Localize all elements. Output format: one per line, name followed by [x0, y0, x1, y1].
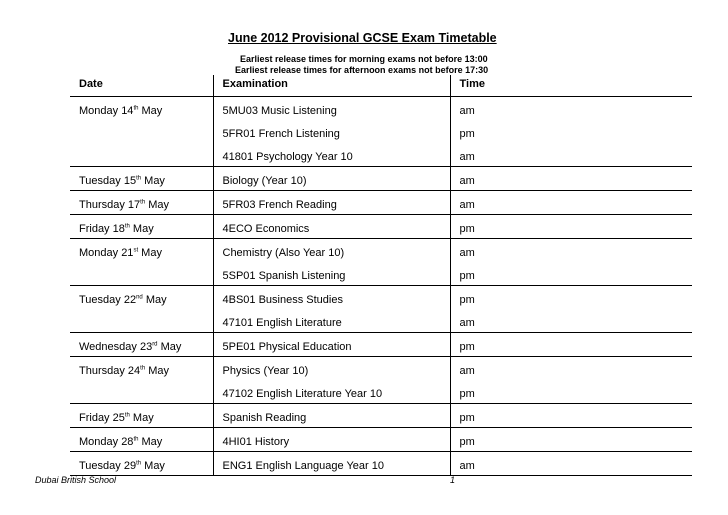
examination-name: 5FR01 French Listening — [222, 128, 340, 140]
exam-session-time: pm — [459, 223, 475, 235]
exam-date-ordinal: th — [133, 105, 139, 112]
examination-name: 5MU03 Music Listening — [222, 105, 337, 117]
exam-date-cell — [70, 286, 213, 333]
table-row — [70, 428, 692, 452]
exam-date-day: Tuesday 29 — [79, 460, 137, 472]
exam-date-ordinal: rd — [152, 341, 158, 348]
examination-cell — [213, 428, 450, 452]
exam-session-time: pm — [459, 341, 475, 353]
exam-date-cell — [70, 404, 213, 428]
exam-date-ordinal: th — [140, 365, 146, 372]
table-row — [70, 167, 692, 191]
table-header-row — [70, 75, 692, 97]
exam-session-time: pm — [459, 436, 475, 448]
examination-name: 47101 English Literature — [222, 317, 342, 329]
exam-session-time: am — [459, 247, 475, 259]
time-column-header: Time — [450, 75, 692, 97]
exam-date-cell — [70, 428, 213, 452]
time-cell — [450, 452, 692, 476]
examination-name: Chemistry (Also Year 10) — [222, 247, 345, 259]
exam-date-ordinal: th — [136, 460, 142, 467]
examination-name: 47102 English Literature Year 10 — [222, 388, 383, 400]
time-cell — [450, 286, 692, 333]
exam-session-time: pm — [459, 128, 475, 140]
examination-name: 5PE01 Physical Education — [222, 341, 352, 353]
time-cell — [450, 404, 692, 428]
exam-date-month: May — [129, 412, 154, 424]
examination-name: Biology (Year 10) — [222, 175, 307, 187]
examination-cell — [213, 97, 450, 167]
exam-session-time: am — [459, 199, 475, 211]
exam-session-time: pm — [459, 388, 475, 400]
date-column-header: Date — [70, 75, 213, 97]
exam-date-ordinal: th — [124, 412, 130, 419]
examination-name: Physics (Year 10) — [222, 365, 309, 377]
examination-name: 41801 Psychology Year 10 — [222, 151, 353, 163]
exam-date-cell — [70, 333, 213, 357]
exam-date-month: May — [145, 199, 170, 211]
table-row — [70, 404, 692, 428]
time-cell — [450, 357, 692, 404]
footer-school-name: Dubai British School — [35, 475, 117, 485]
exam-session-time: am — [459, 317, 475, 329]
exam-date-ordinal: st — [133, 247, 139, 254]
exam-date-month: May — [145, 365, 170, 377]
exam-date-cell — [70, 357, 213, 404]
exam-session-time: pm — [459, 270, 475, 282]
time-cell — [450, 97, 692, 167]
exam-date-day: Thursday 24 — [79, 365, 141, 377]
exam-session-time: am — [459, 151, 475, 163]
examination-name: 5SP01 Spanish Listening — [222, 270, 346, 282]
examination-name: 5FR03 French Reading — [222, 199, 337, 211]
exam-date-cell — [70, 215, 213, 239]
release-note-morning: Earliest release times for morning exams not before 13:00 — [240, 54, 488, 64]
exam-date-month: May — [142, 294, 167, 306]
exam-date-month: May — [141, 460, 165, 472]
examination-cell — [213, 357, 450, 404]
timetable-table — [70, 75, 692, 476]
time-cell — [450, 191, 692, 215]
time-cell — [450, 167, 692, 191]
examination-name: Spanish Reading — [222, 412, 307, 424]
exam-session-time: am — [459, 365, 475, 377]
exam-date-month: May — [157, 341, 182, 353]
exam-date-month: May — [138, 436, 163, 448]
examination-name: 4ECO Economics — [222, 223, 310, 235]
examination-cell — [213, 239, 450, 286]
page-number: 1 — [450, 475, 456, 485]
examination-cell — [213, 452, 450, 476]
time-cell — [450, 333, 692, 357]
examination-name: 4BS01 Business Studies — [222, 294, 343, 306]
exam-date-day: Monday 21 — [79, 247, 134, 259]
time-cell — [450, 215, 692, 239]
exam-date-day: Friday 18 — [79, 223, 125, 235]
exam-date-day: Tuesday 15 — [79, 175, 137, 187]
exam-date-day: Tuesday 22 — [79, 294, 137, 306]
time-cell — [450, 428, 692, 452]
exam-date-cell — [70, 97, 213, 167]
exam-date-ordinal: nd — [136, 294, 143, 301]
exam-session-time: pm — [459, 294, 475, 306]
exam-session-time: am — [459, 460, 475, 472]
page-title: June 2012 Provisional GCSE Exam Timetable — [228, 31, 497, 45]
exam-date-day: Monday 28 — [79, 436, 134, 448]
table-row — [70, 215, 692, 239]
exam-date-cell — [70, 239, 213, 286]
exam-date-ordinal: th — [124, 223, 130, 230]
exam-date-day: Thursday 17 — [79, 199, 141, 211]
exam-date-ordinal: th — [140, 199, 146, 206]
examination-cell — [213, 333, 450, 357]
examination-cell — [213, 404, 450, 428]
table-row — [70, 452, 692, 476]
examination-cell — [213, 286, 450, 333]
release-note-afternoon: Earliest release times for afternoon exams not before 17:30 — [235, 65, 489, 75]
exam-date-month: May — [138, 247, 162, 259]
examination-column-header: Examination — [213, 75, 450, 97]
table-row — [70, 239, 692, 286]
table-row — [70, 333, 692, 357]
exam-session-time: pm — [459, 412, 475, 424]
exam-date-day: Wednesday 23 — [79, 341, 153, 353]
exam-date-ordinal: th — [133, 436, 139, 443]
exam-date-day: Friday 25 — [79, 412, 125, 424]
exam-date-month: May — [138, 105, 163, 117]
examination-cell — [213, 215, 450, 239]
examination-cell — [213, 167, 450, 191]
table-row — [70, 286, 692, 333]
examination-name: 4HI01 History — [222, 436, 290, 448]
exam-date-cell — [70, 452, 213, 476]
examination-cell — [213, 191, 450, 215]
examination-name: ENG1 English Language Year 10 — [222, 460, 384, 472]
exam-date-month: May — [141, 175, 165, 187]
exam-session-time: am — [459, 105, 475, 117]
time-cell — [450, 239, 692, 286]
exam-session-time: am — [459, 175, 475, 187]
exam-date-day: Monday 14 — [79, 105, 134, 117]
table-row — [70, 357, 692, 404]
exam-date-month: May — [129, 223, 154, 235]
exam-date-cell — [70, 191, 213, 215]
exam-date-ordinal: th — [136, 175, 142, 182]
table-row — [70, 191, 692, 215]
table-row — [70, 97, 692, 167]
exam-date-cell — [70, 167, 213, 191]
